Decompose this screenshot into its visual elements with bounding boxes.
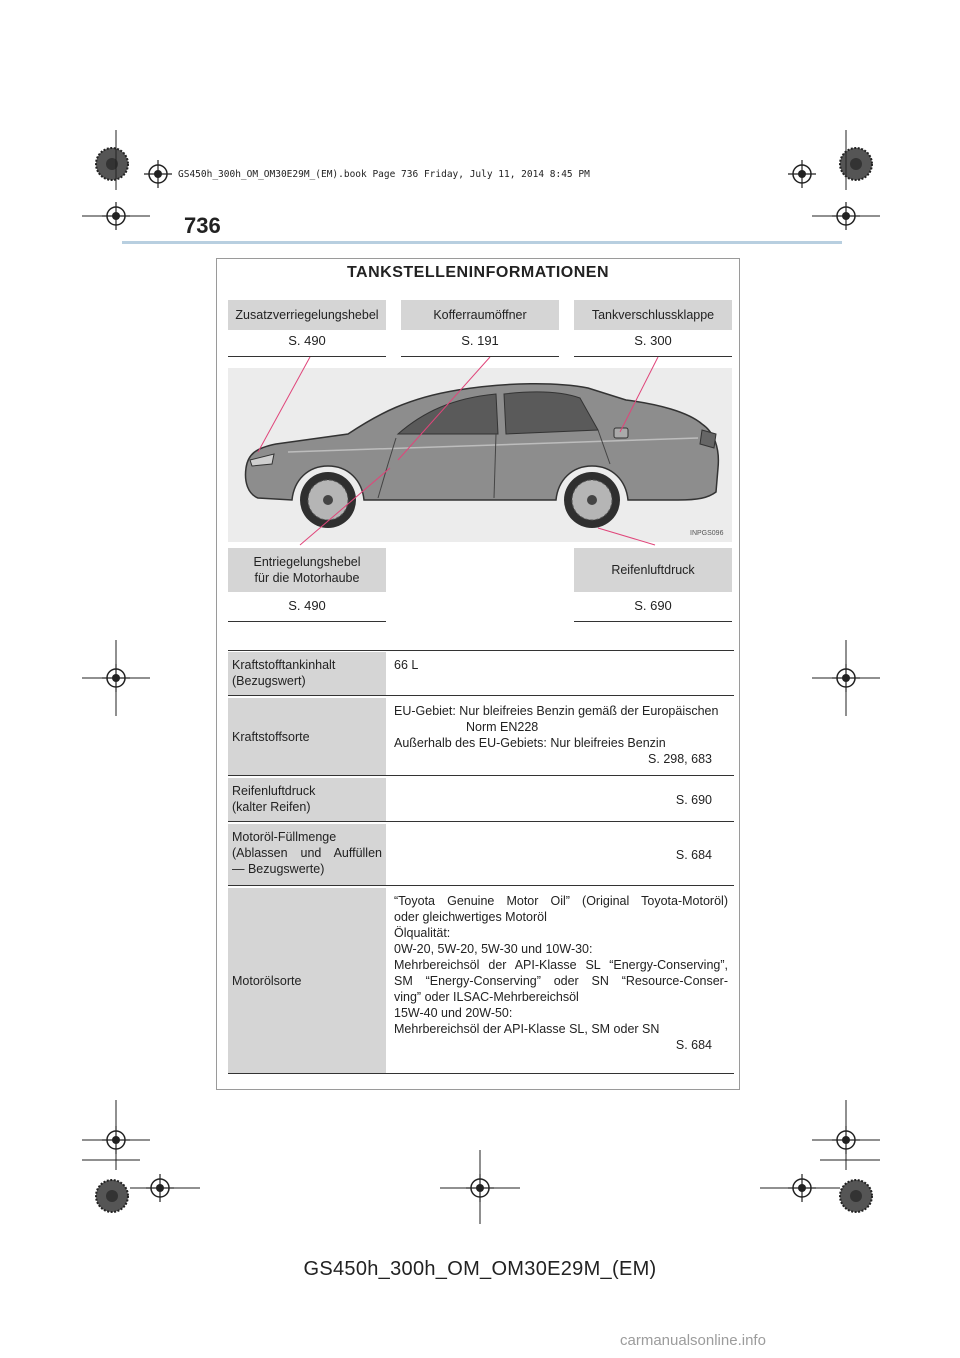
label-hood-safety-lever: Zusatzverriegelungshebel bbox=[228, 300, 386, 330]
label-fuel-door: Tankverschlussklappe bbox=[574, 300, 732, 330]
page-number: 736 bbox=[184, 213, 221, 238]
row-label bbox=[228, 652, 386, 696]
label-line: (Bezugswert) bbox=[232, 674, 306, 688]
watermark: carmanualsonline.info bbox=[620, 1332, 766, 1349]
page-reference[interactable]: S. 684 bbox=[675, 1038, 712, 1052]
ref-hood-safety-lever[interactable]: S. 490 bbox=[288, 333, 326, 348]
divider bbox=[574, 621, 732, 622]
page-reference[interactable]: S. 690 bbox=[675, 793, 712, 807]
page-title: TANKSTELLENINFORMATIONEN bbox=[346, 264, 610, 281]
image-code: INPGS096 bbox=[690, 530, 724, 537]
row-value bbox=[390, 698, 732, 776]
ref-hood-release-lever[interactable]: S. 490 bbox=[288, 598, 326, 613]
row-value: 66 L bbox=[394, 658, 419, 672]
table-top-rule bbox=[228, 650, 734, 651]
label-line: Entriegelungshebel bbox=[253, 555, 361, 569]
text-line: SM “Energy-Conserving” oder SN “Resource-Conser- bbox=[394, 974, 728, 988]
ref-fuel-door[interactable]: S. 300 bbox=[634, 333, 672, 348]
ref-trunk-opener[interactable]: S. 191 bbox=[461, 333, 499, 348]
divider bbox=[228, 1073, 734, 1074]
table-row-fuel-type bbox=[228, 698, 734, 776]
text-line: EU-Gebiet: Nur bleifreies Benzin gemäß der Europäischen bbox=[394, 704, 719, 718]
divider bbox=[228, 821, 734, 822]
text-line: Norm EN228 bbox=[466, 720, 539, 734]
table-row-tire-pressure bbox=[228, 778, 734, 822]
footer-document-code: GS450h_300h_OM_OM30E29M_(EM) bbox=[303, 1258, 657, 1280]
table-row-oil-capacity bbox=[228, 824, 734, 886]
text-line: Ölqualität: bbox=[394, 926, 451, 940]
label-line: — Bezugswerte) bbox=[232, 862, 325, 876]
label-line: Reifenluftdruck bbox=[232, 784, 316, 798]
divider bbox=[228, 621, 386, 622]
label-line: Kraftstofftankinhalt bbox=[232, 658, 336, 672]
label-line: Motoröl-Füllmenge bbox=[232, 830, 337, 844]
label-line: (Ablassen und Auffüllen bbox=[232, 846, 382, 860]
row-value bbox=[390, 824, 732, 886]
ref-tire-pressure[interactable]: S. 690 bbox=[634, 598, 672, 613]
text-line: 0W-20, 5W-20, 5W-30 und 10W-30: bbox=[394, 942, 593, 956]
divider bbox=[228, 695, 734, 696]
row-value bbox=[390, 778, 732, 822]
text-line: oder gleichwertiges Motoröl bbox=[394, 910, 547, 924]
label-line: (kalter Reifen) bbox=[232, 800, 311, 814]
row-label bbox=[228, 824, 386, 886]
text-line: “Toyota Genuine Motor Oil” (Original Toyota-Motoröl) bbox=[394, 894, 728, 908]
page-reference[interactable]: S. 684 bbox=[675, 848, 712, 862]
label-tire-pressure: Reifenluftdruck bbox=[574, 548, 732, 592]
text-line: 15W-40 und 20W-50: bbox=[394, 1006, 513, 1020]
page-reference[interactable]: S. 298, 683 bbox=[648, 752, 712, 766]
divider bbox=[228, 775, 734, 776]
text-line: ving” oder ILSAC-Mehrbereichsöl bbox=[394, 990, 579, 1004]
book-header: GS450h_300h_OM_OM30E29M_(EM).book Page 736 Friday, July 11, 2014 8:45 PM bbox=[178, 169, 590, 180]
text-line: Mehrbereichsöl der API-Klasse SL “Energy-Conserving”, bbox=[394, 958, 728, 972]
text-line: Außerhalb des EU-Gebiets: Nur bleifreies Benzin bbox=[394, 736, 666, 750]
table-row-oil-type bbox=[228, 888, 734, 1074]
row-label: Kraftstoffsorte bbox=[228, 698, 386, 776]
table-row-tank bbox=[228, 652, 734, 696]
label-trunk-opener: Kofferraumöffner bbox=[401, 300, 559, 330]
row-label: Motorölsorte bbox=[228, 888, 386, 1074]
row-value bbox=[390, 888, 732, 1074]
divider bbox=[228, 885, 734, 886]
label-line: für die Motorhaube bbox=[254, 571, 360, 585]
row-label bbox=[228, 778, 386, 822]
text-line: Mehrbereichsöl der API-Klasse SL, SM oder SN bbox=[394, 1022, 660, 1036]
label-hood-release-lever bbox=[228, 548, 386, 592]
